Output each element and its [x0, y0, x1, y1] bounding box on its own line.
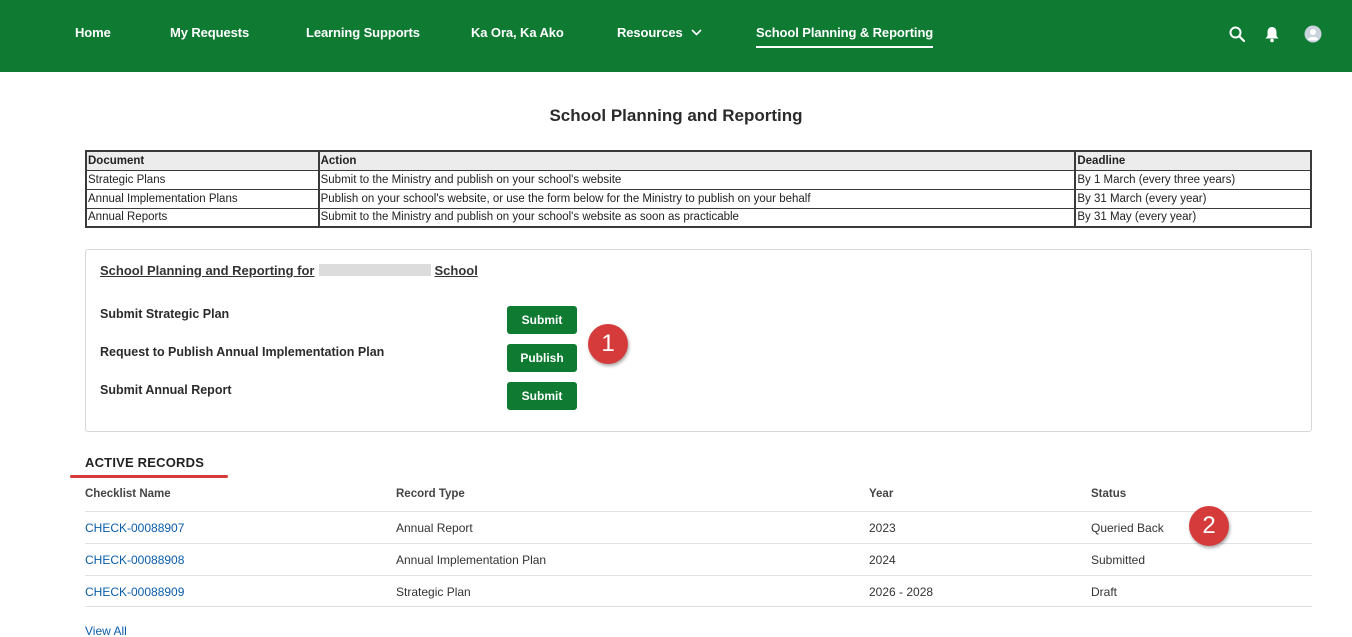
nav-item-home[interactable]: Home [75, 25, 111, 40]
record-status: Submitted [1091, 553, 1146, 567]
deadlines-row [86, 189, 1311, 208]
publish-aip-label: Request to Publish Annual Implementation Plan [100, 345, 385, 359]
annotation-marker-1: 1 [588, 324, 628, 364]
publish-aip-button[interactable]: Publish [507, 344, 577, 372]
record-type: Annual Report [396, 521, 473, 535]
submit-annual-report-button[interactable]: Submit [507, 382, 577, 410]
nav-item-school-planning-reporting[interactable]: School Planning & Reporting [756, 25, 933, 48]
deadlines-cell-action: Submit to the Ministry and publish on your school's website [319, 170, 1076, 189]
checklist-link[interactable]: CHECK-00088909 [85, 585, 185, 599]
record-type: Annual Implementation Plan [396, 553, 547, 567]
page-title: School Planning and Reporting [549, 106, 803, 125]
deadlines-header-row [86, 151, 1311, 170]
record-year: 2026 - 2028 [869, 585, 934, 599]
record-status: Queried Back [1091, 521, 1164, 535]
deadlines-header-action: Action [319, 151, 1076, 170]
deadlines-row [86, 208, 1311, 227]
deadlines-row [86, 170, 1311, 189]
deadlines-cell-deadline: By 1 March (every three years) [1075, 170, 1311, 189]
chevron-down-icon [691, 29, 702, 36]
table-row [85, 511, 1312, 543]
card-title-suffix: School [434, 263, 478, 278]
deadlines-cell-document: Annual Reports [86, 208, 319, 227]
submit-annual-report-label: Submit Annual Report [100, 383, 232, 397]
heading-underline [70, 475, 228, 478]
view-all-link[interactable]: View All [85, 624, 127, 637]
active-records-heading: ACTIVE RECORDS [85, 455, 205, 470]
record-year: 2023 [869, 521, 896, 535]
record-type: Strategic Plan [396, 585, 471, 599]
redacted-school-name [319, 264, 431, 276]
deadlines-cell-deadline: By 31 May (every year) [1075, 208, 1311, 227]
nav-item-resources-label: Resources [617, 25, 683, 40]
deadlines-header-deadline: Deadline [1075, 151, 1311, 170]
deadlines-table [85, 150, 1312, 228]
deadlines-cell-action: Submit to the Ministry and publish on your school's website as soon as practicable [319, 208, 1076, 227]
record-year: 2024 [869, 553, 896, 567]
checklist-link[interactable]: CHECK-00088907 [85, 521, 185, 535]
records-header-checklist-name: Checklist Name [85, 488, 171, 500]
deadlines-cell-document: Strategic Plans [86, 170, 319, 189]
top-navigation-bar [0, 0, 1352, 72]
nav-item-my-requests[interactable]: My Requests [170, 25, 250, 40]
annotation-marker-2: 2 [1189, 506, 1229, 546]
records-header-record-type: Record Type [396, 488, 465, 500]
deadlines-header-document: Document [86, 151, 319, 170]
checklist-link[interactable]: CHECK-00088908 [85, 553, 185, 567]
table-row [85, 575, 1312, 607]
deadlines-cell-document: Annual Implementation Plans [86, 189, 319, 208]
table-row [85, 543, 1312, 575]
bell-icon[interactable] [1263, 25, 1281, 43]
record-status: Draft [1091, 585, 1118, 599]
records-header-year: Year [869, 488, 894, 500]
search-icon[interactable] [1228, 25, 1246, 43]
card-title-prefix: School Planning and Reporting for [100, 263, 315, 278]
deadlines-cell-deadline: By 31 March (every year) [1075, 189, 1311, 208]
card-title [100, 263, 478, 278]
nav-item-resources[interactable] [617, 25, 702, 40]
school-planning-card [85, 249, 1312, 432]
records-header-status: Status [1091, 488, 1127, 500]
deadlines-cell-action: Publish on your school's website, or use the form below for the Ministry to publish on your behalf [319, 189, 1076, 208]
submit-strategic-plan-button[interactable]: Submit [507, 306, 577, 334]
submit-strategic-plan-label: Submit Strategic Plan [100, 307, 230, 321]
nav-item-learning-supports[interactable]: Learning Supports [306, 25, 420, 40]
nav-item-ka-ora-ka-ako[interactable]: Ka Ora, Ka Ako [471, 25, 564, 40]
user-avatar-icon[interactable] [1304, 25, 1322, 43]
